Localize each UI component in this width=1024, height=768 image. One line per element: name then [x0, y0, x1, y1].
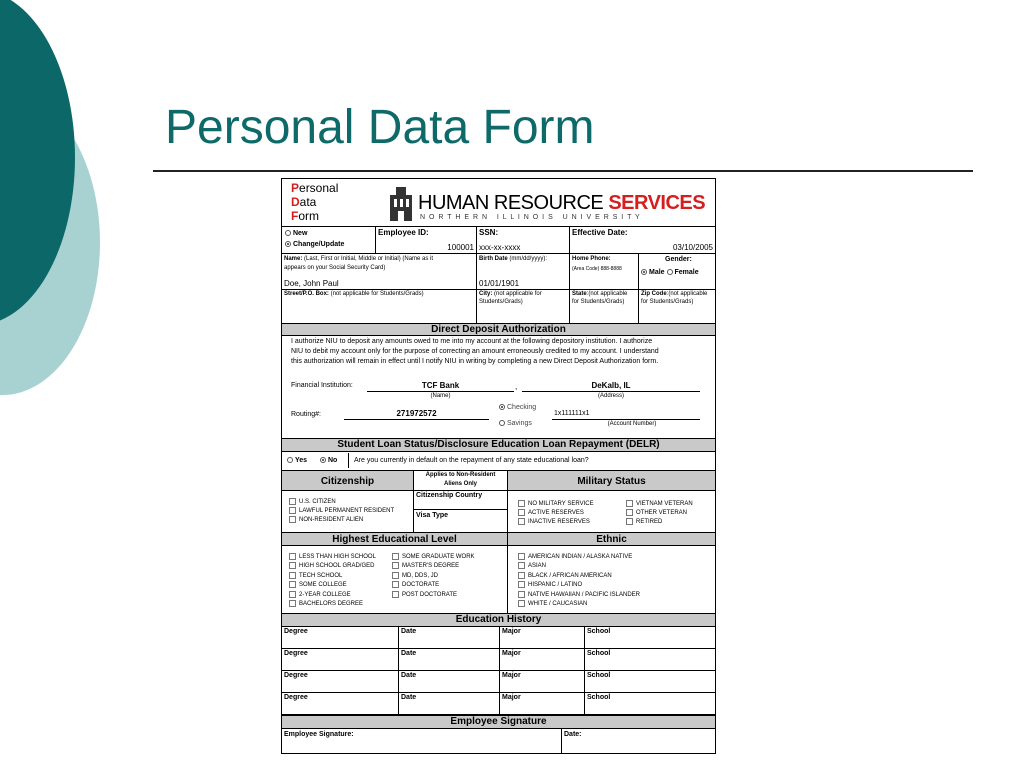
ethnic-option[interactable]: BLACK / AFRICAN AMERICAN	[518, 572, 612, 580]
signature-field[interactable]	[282, 729, 561, 753]
country-visa-cell	[413, 491, 507, 532]
school-cell[interactable]	[584, 671, 715, 692]
street-label: Street/P.O. Box: (not applicable for Students/Grads)	[284, 291, 424, 297]
ethnic-option[interactable]: NATIVE HAWAIIAN / PACIFIC ISLANDER	[518, 591, 640, 599]
education-option[interactable]: 2-YEAR COLLEGE	[289, 591, 351, 599]
military-header: Military Status	[577, 476, 646, 487]
military-option[interactable]: RETIRED	[626, 518, 662, 526]
university-tower-icon	[388, 185, 414, 223]
citizenship-options	[282, 491, 413, 532]
major-label: Major	[502, 650, 521, 657]
citizenship-header: Citizenship	[320, 476, 375, 487]
routing-field[interactable]	[344, 409, 489, 420]
ethnic-option[interactable]: HISPANIC / LATINO	[518, 581, 582, 589]
deposit-text-line1: I authorize NIU to deposit any amounts owed to me into my account at the following depository institution. I authorize	[291, 338, 653, 345]
gender-cell	[638, 254, 715, 289]
savings-radio[interactable]: Savings	[499, 420, 532, 428]
date-cell[interactable]	[398, 627, 499, 648]
degree-label: Degree	[284, 650, 308, 657]
school-label: School	[587, 650, 611, 657]
date-label: Date	[401, 650, 417, 657]
city-cell	[476, 290, 569, 323]
loan-no-radio[interactable]: No	[320, 457, 337, 465]
home-phone-label: Home Phone:	[572, 256, 611, 262]
form-title: Personal Data Form	[291, 181, 339, 223]
zip-cell	[638, 290, 715, 323]
education-level-options	[282, 546, 507, 613]
citizenship-military-section	[282, 491, 715, 532]
date-cell[interactable]	[398, 671, 499, 692]
employee-id-label: Employee ID:	[378, 228, 429, 237]
routing-value: 271972572	[396, 409, 437, 418]
home-phone-cell	[569, 254, 638, 289]
effective-date-label: Effective Date:	[572, 228, 628, 237]
education-level-header-cell	[282, 533, 507, 545]
ethnic-options	[507, 546, 715, 613]
institution-field[interactable]	[367, 381, 514, 392]
major-cell[interactable]	[499, 649, 584, 670]
address-field[interactable]	[522, 381, 700, 392]
name-label: Name: (Last, First or Initial, Middle or Initial) (Name as it	[284, 256, 434, 262]
date-cell[interactable]	[398, 649, 499, 670]
direct-deposit-header: Direct Deposit Authorization	[282, 323, 715, 336]
address-value: DeKalb, IL	[591, 381, 631, 390]
major-label: Major	[502, 628, 521, 635]
zip-label: Zip Code:(not applicable	[641, 291, 708, 297]
education-option[interactable]: HIGH SCHOOL GRAD/GED	[289, 562, 374, 570]
student-loan-header: Student Loan Status/Disclosure Education Loan Repayment (DELR)	[282, 438, 715, 452]
form-header	[282, 179, 715, 227]
state-hint: for Students/Grads)	[572, 299, 625, 305]
major-cell[interactable]	[499, 693, 584, 714]
education-option[interactable]: BACHELORS DEGREE	[289, 600, 363, 608]
ethnic-option[interactable]: WHITE / CAUCASIAN	[518, 600, 587, 608]
military-option[interactable]: VIETNAM VETERAN	[626, 500, 693, 508]
street-cell	[282, 290, 476, 323]
major-label: Major	[502, 694, 521, 701]
education-option[interactable]: SOME COLLEGE	[289, 581, 347, 589]
date-label: Date	[401, 672, 417, 679]
school-cell[interactable]	[584, 649, 715, 670]
loan-question: Are you currently in default on the repayment of any state educational loan?	[354, 457, 589, 464]
military-option[interactable]: ACTIVE RESERVES	[518, 509, 584, 517]
table-row	[282, 693, 715, 715]
change-radio[interactable]: Change/Update	[285, 241, 344, 249]
zip-hint: for Students/Grads)	[641, 299, 694, 305]
school-cell[interactable]	[584, 627, 715, 648]
country-label: Citizenship Country	[416, 492, 483, 499]
loan-divider	[348, 453, 349, 468]
direct-deposit-section	[282, 336, 715, 438]
military-options	[507, 491, 715, 532]
gender-options[interactable]: Male Female	[641, 269, 699, 277]
country-divider	[414, 509, 507, 510]
institution-label: Financial Institution:	[291, 382, 353, 389]
ids-row	[282, 227, 715, 254]
date-label: Date	[401, 628, 417, 635]
degree-label: Degree	[284, 672, 308, 679]
address-row	[282, 290, 715, 323]
military-option[interactable]: OTHER VETERAN	[626, 509, 687, 517]
birth-date-label: Birth Date (mm/dd/yyyy):	[479, 256, 548, 262]
address-caption: (Address)	[597, 393, 624, 399]
account-value: 1x111111x1	[554, 410, 590, 417]
student-loan-row	[282, 452, 715, 470]
visa-label: Visa Type	[416, 512, 449, 519]
ssn-field[interactable]: xxx-xx-xxxx	[479, 243, 521, 252]
slide-title: Personal Data Form	[165, 101, 595, 154]
birth-date-cell	[476, 254, 569, 289]
birth-date-field[interactable]: 01/01/1901	[479, 279, 520, 288]
deposit-text-line3: this authorization will remain in effect until I notify NIU in writing by completing a new Direct Deposit Authorization form.	[291, 358, 659, 365]
effective-date-field[interactable]: 03/10/2005	[672, 243, 713, 252]
account-field[interactable]	[552, 409, 700, 420]
military-header-cell	[507, 471, 715, 490]
education-level-header: Highest Educational Level	[332, 534, 457, 545]
military-option[interactable]: INACTIVE RESERVES	[518, 518, 590, 526]
new-radio[interactable]: New	[285, 230, 307, 238]
routing-label: Routing#:	[291, 411, 321, 418]
employee-id-cell	[375, 227, 476, 253]
gender-label: Gender:	[665, 256, 692, 263]
applies-line1: Applies to Non-Resident	[425, 472, 496, 478]
degree-cell[interactable]	[282, 671, 398, 692]
loan-yes-radio[interactable]: Yes	[287, 457, 307, 465]
city-label: City: (not applicable for	[479, 291, 542, 297]
logo-subtitle: N O R T H E R N I L L I N O I S U N I V E R S I T Y	[420, 214, 641, 221]
applies-cell	[413, 471, 507, 490]
ethnic-option[interactable]: AMERICAN INDIAN / ALASKA NATIVE	[518, 553, 632, 561]
logo-wordmark: HUMAN RESOURCE SERVICES	[418, 192, 706, 214]
checking-radio[interactable]: Checking	[499, 404, 536, 412]
citizenship-header-cell	[282, 471, 413, 490]
institution-comma: ,	[515, 382, 518, 391]
table-row	[282, 649, 715, 671]
date-label: Date	[401, 694, 417, 701]
school-cell[interactable]	[584, 693, 715, 714]
name-row	[282, 254, 715, 290]
degree-cell[interactable]	[282, 693, 398, 714]
institution-value: TCF Bank	[421, 381, 460, 390]
applies-line2: Aliens Only	[443, 481, 477, 487]
name-field[interactable]: Doe, John Paul	[284, 279, 339, 288]
school-label: School	[587, 694, 611, 701]
city-hint: Students/Grads)	[479, 299, 523, 305]
title-rule	[153, 170, 973, 172]
major-cell[interactable]	[499, 671, 584, 692]
citizenship-option[interactable]: NON-RESIDENT ALIEN	[289, 516, 363, 524]
ssn-label: SSN:	[479, 228, 499, 237]
table-row	[282, 627, 715, 649]
major-cell[interactable]	[499, 627, 584, 648]
personal-data-form	[281, 178, 716, 754]
date-cell[interactable]	[398, 693, 499, 714]
education-ethnic-header	[282, 532, 715, 546]
education-option[interactable]: POST DOCTORATE	[392, 591, 457, 599]
home-phone-hint: (Area Code) 888-8888	[572, 266, 622, 272]
degree-label: Degree	[284, 628, 308, 635]
name-caption: (Name)	[430, 393, 451, 399]
education-history-header: Education History	[282, 613, 715, 627]
education-ethnic-section	[282, 546, 715, 613]
deposit-text-line2: NIU to debit my account only for the purpose of correcting an amount erroneously credited to my account. I understand	[291, 348, 659, 355]
education-option[interactable]: LESS THAN HIGH SCHOOL	[289, 553, 376, 561]
education-option[interactable]: MD, DDS, JD	[392, 572, 438, 580]
school-label: School	[587, 628, 611, 635]
education-option[interactable]: TECH SCHOOL	[289, 572, 342, 580]
signature-date-field[interactable]	[561, 729, 715, 753]
ssn-cell	[476, 227, 569, 253]
education-option[interactable]: MASTER'S DEGREE	[392, 562, 459, 570]
degree-cell[interactable]	[282, 627, 398, 648]
name-cell	[282, 254, 476, 289]
signature-row	[282, 729, 715, 753]
signature-label: Employee Signature:	[284, 731, 354, 738]
ethnic-option[interactable]: ASIAN	[518, 562, 546, 570]
state-cell	[569, 290, 638, 323]
major-label: Major	[502, 672, 521, 679]
signature-header: Employee Signature	[282, 715, 715, 729]
school-label: School	[587, 672, 611, 679]
employee-id-field[interactable]: 100001	[447, 243, 474, 252]
ethnic-header-cell	[507, 533, 715, 545]
citizenship-option[interactable]: LAWFUL PERMANENT RESIDENT	[289, 507, 394, 515]
ethnic-header: Ethnic	[596, 534, 627, 545]
effective-date-cell	[569, 227, 715, 253]
degree-cell[interactable]	[282, 649, 398, 670]
military-option[interactable]: NO MILITARY SERVICE	[518, 500, 594, 508]
degree-label: Degree	[284, 694, 308, 701]
education-option[interactable]: SOME GRADUATE WORK	[392, 553, 475, 561]
name-hint: appears on your Social Security Card)	[284, 265, 386, 271]
state-label: State:(not applicable	[572, 291, 628, 297]
education-option[interactable]: DOCTORATE	[392, 581, 439, 589]
citizenship-option[interactable]: U.S. CITIZEN	[289, 498, 336, 506]
signature-date-label: Date:	[564, 731, 582, 738]
citizenship-military-header	[282, 470, 715, 491]
table-row	[282, 671, 715, 693]
mode-cell	[282, 227, 375, 253]
account-caption: (Account Number)	[607, 421, 657, 427]
